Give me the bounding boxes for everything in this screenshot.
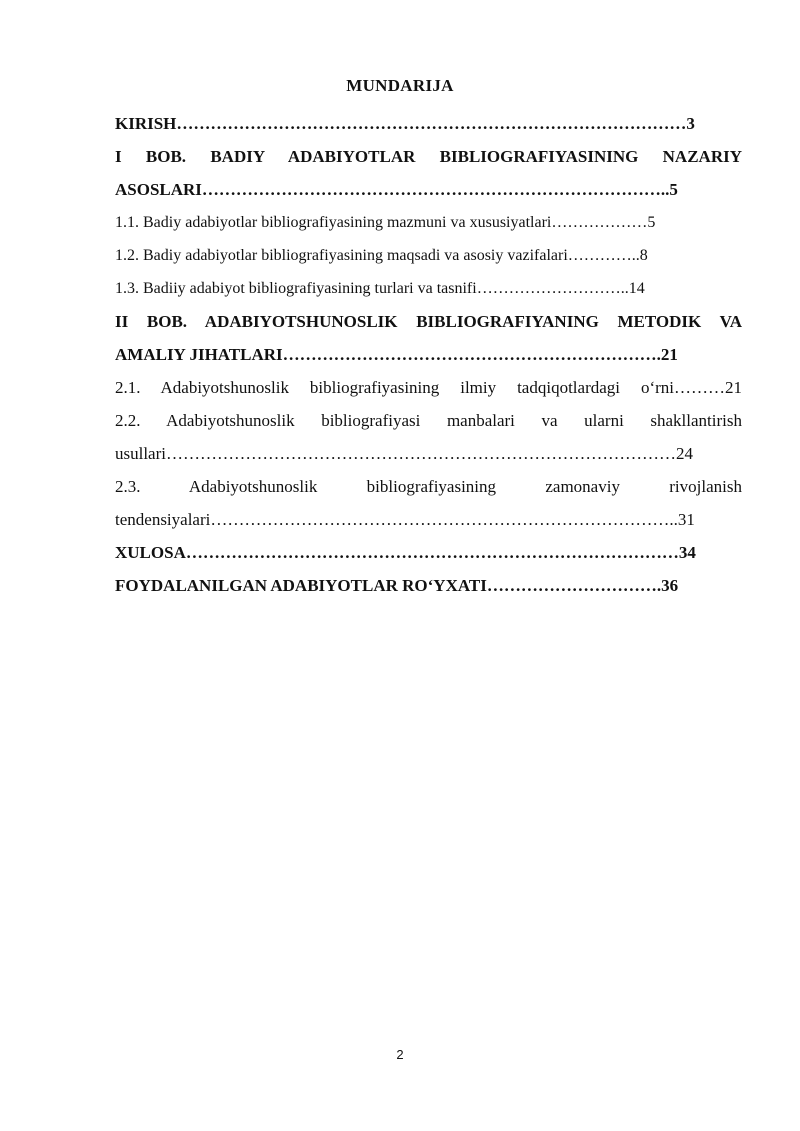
page-title: MUNDARIJA (346, 76, 454, 95)
toc-section-2-2-cont: usullari………………………………………………………………………………24 (115, 444, 693, 463)
toc-chapter-2-title: II BOB. ADABIYOTSHUNOSLIK BIBLIOGRAFIYANING METODIK VA (115, 312, 742, 331)
toc-chapter-2-title-cont: AMALIY JIHATLARI………………………………………………………….21 (115, 345, 678, 364)
toc-section-1-1: 1.1. Badiy adabiyotlar bibliografiyasining mazmuni va xususiyatlari………………5 (115, 214, 656, 231)
toc-chapter-1-title: I BOB. BADIY ADABIYOTLAR BIBLIOGRAFIYASINING NAZARIY (115, 147, 742, 166)
page-number: 2 (396, 1047, 404, 1062)
toc-entry-bibliography: FOYDALANILGAN ADABIYOTLAR RO‘YXATI………………………….36 (115, 576, 679, 595)
toc-entry-kirish: KIRISH………………………………………………………………………………3 (115, 114, 695, 133)
toc-section-2-1: 2.1. Adabiyotshunoslik bibliografiyasining ilmiy tadqiqotlardagi o‘rni………21 (115, 378, 742, 397)
toc-chapter-1-title-cont: ASOSLARI………………………………………………………………………..5 (115, 180, 678, 199)
toc-entry-xulosa: XULOSA……………………………………………………………………………34 (115, 543, 696, 562)
toc-section-1-3: 1.3. Badiiy adabiyot bibliografiyasining turlari va tasnifi………………………..14 (115, 280, 645, 297)
toc-section-2-2: 2.2. Adabiyotshunoslik bibliografiyasi manbalari va ularni shakllantirish (115, 411, 742, 430)
table-of-contents (115, 107, 742, 602)
toc-section-2-3-cont: tendensiyalari………………………………………………………………………..31 (115, 510, 695, 529)
toc-section-2-3: 2.3. Adabiyotshunoslik bibliografiyasining zamonaviy rivojlanish (115, 477, 742, 496)
toc-section-1-2: 1.2. Badiy adabiyotlar bibliografiyasining maqsadi va asosiy vazifalari…………..8 (115, 247, 648, 264)
